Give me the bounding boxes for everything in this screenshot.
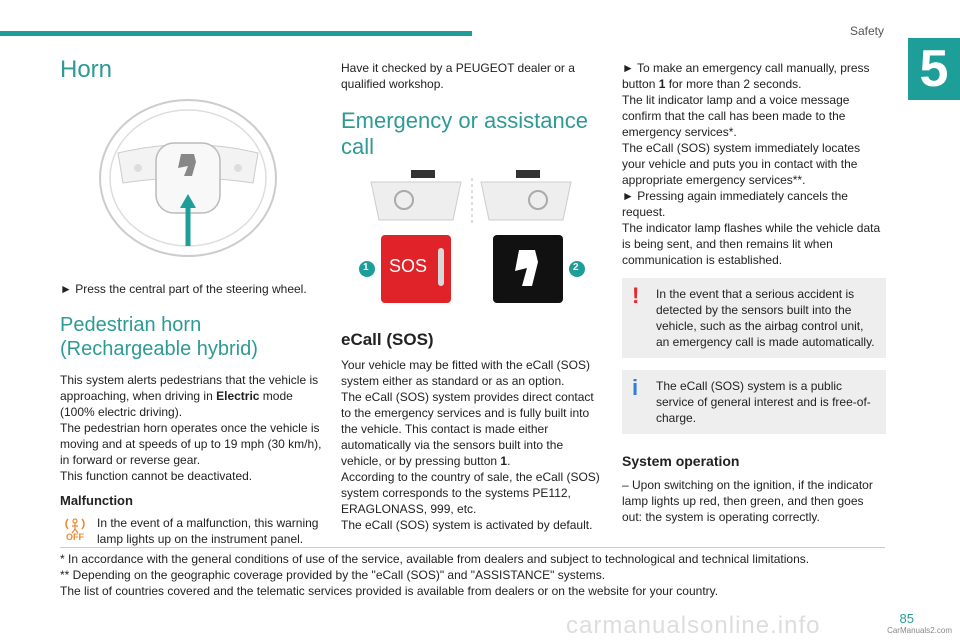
ecall-p3: According to the country of sale, the eCall (SOS) system corresponds to the systems PE112, ERAGLONASS, 999, etc. — [341, 470, 600, 516]
column-3 — [622, 60, 886, 525]
ecall-figure — [341, 170, 591, 310]
col3-p3: The eCall (SOS) system immediately locates your vehicle and puts you in contact with the appropriate emergency services**. — [622, 141, 861, 187]
callout-1: 1 — [363, 262, 369, 273]
pedestrian-horn-title: Pedestrian horn (Rechargeable hybrid) — [60, 314, 258, 360]
col3-p5: The indicator lamp flashes while the vehicle data is being sent, and then remains lit when communication is established. — [622, 221, 881, 267]
horn-title: Horn — [60, 56, 113, 83]
column-1 — [60, 56, 325, 547]
pedestrian-horn-warning-icon — [60, 515, 90, 545]
footnote-1: * In accordance with the general conditions of use of the service, available from dealers and subject to technological and technical limitations. — [60, 552, 810, 566]
malfunction-text: In the event of a malfunction, this warning lamp lights up on the instrument panel. — [97, 516, 319, 546]
ecall-p1: Your vehicle may be fitted with the eCall (SOS) system either as standard or as an option. — [341, 358, 591, 388]
warning-lamp-off-text: OFF — [66, 532, 84, 542]
pedestrian-horn-p2: The pedestrian horn operates once the vehicle is moving and at speeds of up to 19 mph (30 km/h), in forward or reverse gear. — [60, 421, 322, 467]
col3-p4: ► Pressing again immediately cancels the request. — [622, 189, 848, 219]
warning-note: ! In the event that a serious accident is detected by the sensors built into the vehicle, such as the airbag control unit, an emergency call is made automatically. — [622, 278, 886, 358]
steering-wheel-figure — [98, 98, 278, 258]
check-dealer-text: Have it checked by a PEUGEOT dealer or a qualified workshop. — [341, 61, 575, 91]
system-operation-p1: – Upon switching on the ignition, if the indicator lamp lights up red, then green, and then goes out: the system is operating correctly. — [622, 478, 873, 524]
sos-button-label: SOS — [389, 256, 428, 276]
warning-exclamation-icon: ! — [632, 283, 640, 308]
callout-2: 2 — [573, 262, 579, 273]
pedestrian-horn-p1: This system alerts pedestrians that the vehicle is approaching, when driving in Electric mode (100% electric driving). — [60, 373, 319, 419]
system-operation-heading: System operation — [622, 453, 740, 469]
malfunction-block — [60, 515, 325, 547]
malfunction-heading: Malfunction — [60, 493, 133, 508]
watermark-small: CarManuals2.com — [887, 626, 952, 635]
ecall-p4: The eCall (SOS) system is activated by default. — [341, 518, 593, 532]
footnotes — [60, 547, 885, 599]
pedestrian-horn-p3: This function cannot be deactivated. — [60, 469, 253, 483]
col3-p2: The lit indicator lamp and a voice message confirm that the call has been made to the emergency services*. — [622, 93, 850, 139]
emergency-title: Emergency or assistance call — [341, 108, 588, 159]
column-2 — [341, 60, 606, 533]
chapter-number: 5 — [908, 38, 960, 100]
page-number: 85 — [899, 611, 914, 626]
footnote-2: ** Depending on the geographic coverage provided by the "eCall (SOS)" and "ASSISTANCE" systems. — [60, 568, 606, 582]
info-note: i The eCall (SOS) system is a public service of general interest and is free-of-charge. — [622, 370, 886, 434]
manual-call-instruction: ► To make an emergency call manually, press button 1 for more than 2 seconds. — [622, 61, 870, 91]
info-icon: i — [632, 375, 639, 400]
footnote-3: The list of countries covered and the telematic services provided is available from dealers or on the website for your country. — [60, 584, 719, 598]
header-accent-bar — [0, 31, 472, 36]
watermark: carmanualsonline.info — [566, 612, 821, 639]
footnote-divider — [60, 547, 885, 548]
section-label: Safety — [849, 24, 884, 38]
horn-instruction: ► Press the central part of the steering wheel. — [60, 282, 307, 296]
ecall-heading: eCall (SOS) — [341, 330, 434, 349]
ecall-p2: The eCall (SOS) system provides direct contact to the emergency services and is fully built into the vehicle. This contact is made either automatically via the sensors built into the vehicle, or by pressing button 1. — [341, 390, 594, 468]
